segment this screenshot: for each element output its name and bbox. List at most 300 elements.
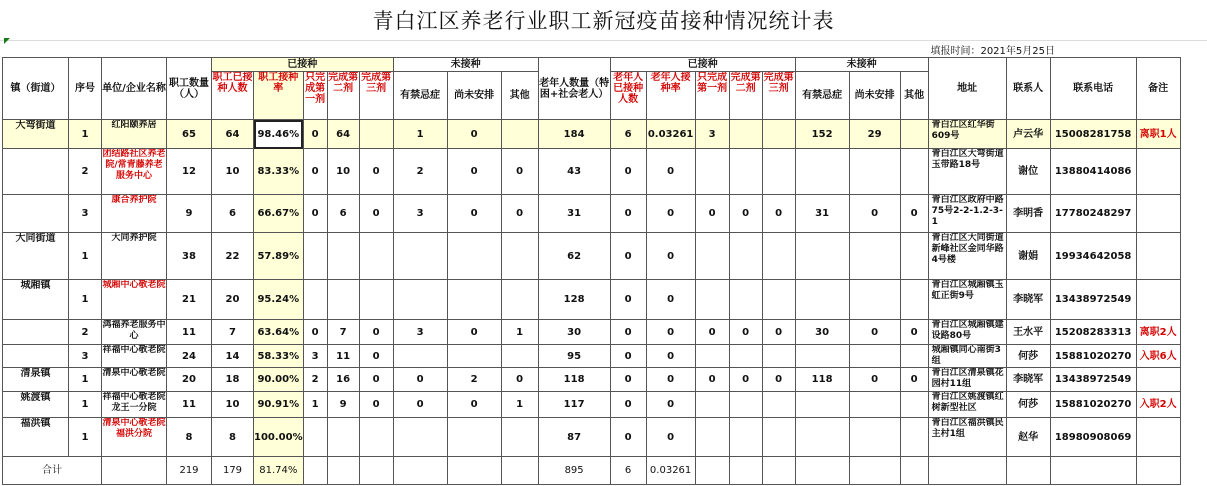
elder-rate-cell[interactable]: 0.03261 — [646, 120, 695, 149]
phone-cell[interactable]: 15208283313 — [1050, 320, 1136, 345]
elder-dose3-cell[interactable] — [762, 149, 795, 195]
elder-dose3-cell[interactable]: 0 — [762, 195, 795, 233]
elder-dose2-cell[interactable] — [729, 233, 762, 280]
dose1-cell[interactable] — [303, 418, 327, 457]
unit-cell[interactable]: 城厢中心敬老院 — [102, 280, 167, 320]
town-cell[interactable]: 福洪镇 — [3, 418, 69, 457]
staff-vaccinated-cell[interactable]: 6 — [212, 195, 254, 233]
address-cell[interactable]: 青白江区大同街道新峰社区金同华路4号楼 — [928, 233, 1006, 280]
elder-contraindication-cell[interactable] — [795, 149, 849, 195]
elder-contraindication-cell[interactable] — [795, 418, 849, 457]
elder-count-cell[interactable]: 31 — [538, 195, 610, 233]
staff-vaccinated-cell[interactable]: 64 — [212, 120, 254, 149]
elder-count-cell[interactable]: 95 — [538, 345, 610, 368]
unit-cell[interactable]: 祥福中心敬老院龙王一分院 — [102, 392, 167, 418]
header-elder-contraindication: 有禁忌症 — [795, 72, 849, 120]
other-cell[interactable] — [501, 280, 538, 320]
dose2-cell[interactable]: 64 — [327, 120, 359, 149]
elder-dose2-cell[interactable] — [729, 418, 762, 457]
contraindication-cell[interactable] — [393, 280, 447, 320]
elder-other-cell[interactable]: 0 — [900, 320, 928, 345]
other-cell[interactable] — [501, 418, 538, 457]
staff-count-cell[interactable]: 11 — [167, 392, 212, 418]
address-cell[interactable]: 青白江区清泉镇花园村11组 — [928, 368, 1006, 392]
town-cell[interactable]: 清泉镇 — [3, 368, 69, 392]
elder-rate-cell[interactable]: 0 — [646, 418, 695, 457]
elder-dose1-cell[interactable] — [695, 280, 729, 320]
unit-cell[interactable]: 祥福中心敬老院 — [102, 345, 167, 368]
unit-cell[interactable]: 康合养护院 — [102, 195, 167, 233]
other-cell[interactable] — [501, 233, 538, 280]
staff-rate-cell[interactable]: 66.67% — [254, 195, 304, 233]
table-row — [3, 392, 1181, 418]
elder-not-arranged-cell[interactable] — [849, 280, 900, 320]
dose1-cell[interactable]: 0 — [303, 195, 327, 233]
seq-cell[interactable]: 3 — [69, 345, 102, 368]
contact-cell[interactable]: 李晓军 — [1006, 280, 1050, 320]
remark-cell[interactable] — [1136, 280, 1180, 320]
not-arranged-cell[interactable]: 2 — [447, 368, 501, 392]
phone-cell[interactable]: 13880414086 — [1050, 149, 1136, 195]
header-elder-vaccinated: 老年人已接种人数 — [610, 72, 646, 120]
elder-count-cell[interactable]: 118 — [538, 368, 610, 392]
dose2-cell[interactable] — [327, 233, 359, 280]
not-arranged-cell[interactable]: 0 — [447, 320, 501, 345]
town-cell[interactable]: 大弯街道 — [3, 120, 69, 149]
elder-dose1-cell[interactable] — [695, 345, 729, 368]
elder-contraindication-cell[interactable] — [795, 345, 849, 368]
contraindication-cell[interactable]: 2 — [393, 149, 447, 195]
dose1-cell[interactable]: 0 — [303, 320, 327, 345]
elder-rate-cell[interactable]: 0 — [646, 345, 695, 368]
dose3-cell[interactable] — [359, 120, 393, 149]
header-elder-not-arranged: 尚未安排 — [849, 72, 900, 120]
seq-cell[interactable]: 1 — [69, 368, 102, 392]
staff-rate-cell[interactable]: 83.33% — [254, 149, 304, 195]
other-cell[interactable]: 0 — [501, 195, 538, 233]
phone-cell[interactable]: 15881020270 — [1050, 345, 1136, 368]
sheet-title: 青白江区养老行业职工新冠疫苗接种情况统计表 — [0, 0, 1207, 41]
elder-dose2-cell[interactable] — [729, 345, 762, 368]
elder-contraindication-cell[interactable] — [795, 233, 849, 280]
total-label[interactable]: 合计 — [3, 457, 102, 485]
seq-cell[interactable]: 1 — [69, 120, 102, 149]
phone-cell[interactable]: 18980908069 — [1050, 418, 1136, 457]
table-row — [3, 120, 1181, 149]
elder-other-cell[interactable]: 0 — [900, 195, 928, 233]
remark-cell[interactable]: 离职1人 — [1136, 120, 1180, 149]
contact-cell[interactable]: 卢云华 — [1006, 120, 1050, 149]
elder-dose2-cell[interactable] — [729, 280, 762, 320]
elder-vaccinated-cell[interactable]: 6 — [610, 120, 646, 149]
dose3-cell[interactable]: 0 — [359, 368, 393, 392]
not-arranged-cell[interactable]: 0 — [447, 120, 501, 149]
elder-contraindication-cell[interactable]: 118 — [795, 368, 849, 392]
total-staff-cell[interactable]: 219 — [167, 457, 212, 485]
total-empty-cell[interactable] — [359, 457, 393, 485]
elder-vaccinated-cell[interactable]: 0 — [610, 149, 646, 195]
elder-not-arranged-cell[interactable]: 29 — [849, 120, 900, 149]
staff-vaccinated-cell[interactable]: 20 — [212, 280, 254, 320]
staff-vaccinated-cell[interactable]: 8 — [212, 418, 254, 457]
elder-other-cell[interactable]: 0 — [900, 368, 928, 392]
address-cell[interactable]: 青白江区福洪镇民主村1组 — [928, 418, 1006, 457]
address-cell[interactable]: 城厢镇同心南街3组 — [928, 345, 1006, 368]
not-arranged-cell[interactable] — [447, 345, 501, 368]
elder-dose3-cell[interactable] — [762, 120, 795, 149]
staff-rate-cell[interactable]: 90.00% — [254, 368, 304, 392]
staff-count-cell[interactable]: 20 — [167, 368, 212, 392]
other-cell[interactable]: 1 — [501, 392, 538, 418]
elder-dose3-cell[interactable] — [762, 418, 795, 457]
dose3-cell[interactable]: 0 — [359, 195, 393, 233]
not-arranged-cell[interactable] — [447, 280, 501, 320]
address-cell[interactable]: 青白江区红华街609号 — [928, 120, 1006, 149]
table-row — [3, 280, 1181, 320]
total-rate-cell[interactable]: 81.74% — [254, 457, 304, 485]
contact-cell[interactable]: 李晓军 — [1006, 368, 1050, 392]
town-cell[interactable] — [3, 345, 69, 368]
dose2-cell[interactable]: 9 — [327, 392, 359, 418]
elder-count-cell[interactable]: 117 — [538, 392, 610, 418]
elder-dose1-cell[interactable] — [695, 149, 729, 195]
staff-vaccinated-cell[interactable]: 7 — [212, 320, 254, 345]
not-arranged-cell[interactable]: 0 — [447, 149, 501, 195]
contact-cell[interactable]: 谢娟 — [1006, 233, 1050, 280]
dose3-cell[interactable]: 0 — [359, 392, 393, 418]
elder-dose2-cell[interactable]: 0 — [729, 195, 762, 233]
elder-rate-cell[interactable]: 0 — [646, 149, 695, 195]
contraindication-cell[interactable]: 3 — [393, 195, 447, 233]
phone-cell[interactable]: 15008281758 — [1050, 120, 1136, 149]
phone-cell[interactable]: 17780248297 — [1050, 195, 1136, 233]
staff-count-cell[interactable]: 8 — [167, 418, 212, 457]
dose2-cell[interactable] — [327, 280, 359, 320]
staff-rate-cell[interactable]: 63.64% — [254, 320, 304, 345]
staff-vaccinated-cell[interactable]: 10 — [212, 392, 254, 418]
total-empty-cell[interactable] — [928, 457, 1006, 485]
elder-vaccinated-cell[interactable]: 0 — [610, 392, 646, 418]
elder-dose3-cell[interactable] — [762, 280, 795, 320]
remark-cell[interactable] — [1136, 368, 1180, 392]
elder-other-cell[interactable] — [900, 345, 928, 368]
contact-cell[interactable]: 何莎 — [1006, 345, 1050, 368]
elder-count-cell[interactable]: 30 — [538, 320, 610, 345]
seq-cell[interactable]: 3 — [69, 195, 102, 233]
address-cell[interactable]: 青白江区姚渡镇红树新型社区 — [928, 392, 1006, 418]
contact-cell[interactable]: 谢位 — [1006, 149, 1050, 195]
total-elder-cell[interactable]: 895 — [538, 457, 610, 485]
contact-cell[interactable]: 何莎 — [1006, 392, 1050, 418]
total-empty-cell[interactable] — [849, 457, 900, 485]
total-empty-cell[interactable] — [900, 457, 928, 485]
elder-rate-cell[interactable]: 0 — [646, 233, 695, 280]
elder-rate-cell[interactable]: 0 — [646, 320, 695, 345]
staff-rate-cell[interactable]: 90.91% — [254, 392, 304, 418]
dose2-cell[interactable]: 10 — [327, 149, 359, 195]
remark-cell[interactable] — [1136, 149, 1180, 195]
elder-not-arranged-cell[interactable] — [849, 149, 900, 195]
staff-vaccinated-cell[interactable]: 18 — [212, 368, 254, 392]
elder-vaccinated-cell[interactable]: 0 — [610, 345, 646, 368]
elder-dose3-cell[interactable] — [762, 233, 795, 280]
elder-dose3-cell[interactable] — [762, 392, 795, 418]
elder-count-cell[interactable]: 62 — [538, 233, 610, 280]
staff-count-cell[interactable]: 12 — [167, 149, 212, 195]
town-cell[interactable]: 大同街道 — [3, 233, 69, 280]
contraindication-cell[interactable]: 1 — [393, 120, 447, 149]
header-not-vaccinated-group: 未接种 — [393, 58, 538, 72]
elder-dose2-cell[interactable] — [729, 392, 762, 418]
address-cell[interactable]: 青白江区政府中路75号2-2-1.2-3-1 — [928, 195, 1006, 233]
total-empty-cell[interactable] — [795, 457, 849, 485]
elder-contraindication-cell[interactable]: 31 — [795, 195, 849, 233]
elder-dose3-cell[interactable]: 0 — [762, 320, 795, 345]
contraindication-cell[interactable]: 0 — [393, 392, 447, 418]
elder-not-arranged-cell[interactable] — [849, 345, 900, 368]
elder-not-arranged-cell[interactable] — [849, 392, 900, 418]
dose3-cell[interactable]: 0 — [359, 149, 393, 195]
not-arranged-cell[interactable] — [447, 233, 501, 280]
dose1-cell[interactable]: 2 — [303, 368, 327, 392]
elder-not-arranged-cell[interactable] — [849, 233, 900, 280]
not-arranged-cell[interactable]: 0 — [447, 195, 501, 233]
town-cell[interactable] — [3, 320, 69, 345]
elder-vaccinated-cell[interactable]: 0 — [610, 418, 646, 457]
staff-count-cell[interactable]: 24 — [167, 345, 212, 368]
seq-cell[interactable]: 1 — [69, 418, 102, 457]
elder-count-cell[interactable]: 43 — [538, 149, 610, 195]
table-row — [3, 368, 1181, 392]
other-cell[interactable]: 1 — [501, 320, 538, 345]
elder-dose3-cell[interactable]: 0 — [762, 368, 795, 392]
staff-vaccinated-cell[interactable]: 14 — [212, 345, 254, 368]
dose2-cell[interactable]: 7 — [327, 320, 359, 345]
contact-cell[interactable]: 王水平 — [1006, 320, 1050, 345]
header-elder-not-vaccinated-group: 未接种 — [795, 58, 928, 72]
dose1-cell[interactable]: 0 — [303, 149, 327, 195]
dose1-cell[interactable]: 0 — [303, 120, 327, 149]
seq-cell[interactable]: 1 — [69, 280, 102, 320]
elder-contraindication-cell[interactable]: 30 — [795, 320, 849, 345]
not-arranged-cell[interactable]: 0 — [447, 392, 501, 418]
not-arranged-cell[interactable] — [447, 418, 501, 457]
dose1-cell[interactable] — [303, 280, 327, 320]
staff-vaccinated-cell[interactable]: 22 — [212, 233, 254, 280]
remark-cell[interactable]: 离职2人 — [1136, 320, 1180, 345]
address-cell[interactable]: 青白江区城厢镇玉虹正街9号 — [928, 280, 1006, 320]
elder-vaccinated-cell[interactable]: 0 — [610, 320, 646, 345]
unit-cell[interactable]: 大同养护院 — [102, 233, 167, 280]
total-empty-cell[interactable] — [762, 457, 795, 485]
total-empty-cell[interactable] — [102, 457, 167, 485]
staff-rate-cell[interactable]: 95.24% — [254, 280, 304, 320]
total-empty-cell[interactable] — [501, 457, 538, 485]
elder-dose3-cell[interactable] — [762, 345, 795, 368]
dose1-cell[interactable]: 1 — [303, 392, 327, 418]
phone-cell[interactable]: 13438972549 — [1050, 368, 1136, 392]
contact-cell[interactable]: 赵华 — [1006, 418, 1050, 457]
staff-count-cell[interactable]: 9 — [167, 195, 212, 233]
elder-not-arranged-cell[interactable]: 0 — [849, 320, 900, 345]
dose2-cell[interactable]: 16 — [327, 368, 359, 392]
table-row — [3, 418, 1181, 457]
other-cell[interactable] — [501, 345, 538, 368]
elder-other-cell[interactable] — [900, 280, 928, 320]
elder-not-arranged-cell[interactable]: 0 — [849, 368, 900, 392]
elder-dose1-cell[interactable] — [695, 418, 729, 457]
dose2-cell[interactable]: 6 — [327, 195, 359, 233]
remark-cell[interactable] — [1136, 195, 1180, 233]
contraindication-cell[interactable] — [393, 345, 447, 368]
total-erate-cell[interactable]: 0.03261 — [646, 457, 695, 485]
unit-cell[interactable]: 团结路社区养老院/常青藤养老服务中心 — [102, 149, 167, 195]
header-dose1: 只完成第一剂 — [303, 72, 327, 120]
elder-dose1-cell[interactable]: 0 — [695, 368, 729, 392]
total-sv-cell[interactable]: 179 — [212, 457, 254, 485]
header-elder-other: 其他 — [900, 72, 928, 120]
other-cell[interactable] — [501, 120, 538, 149]
total-empty-cell[interactable] — [729, 457, 762, 485]
unit-cell[interactable]: 清泉中心敬老院 — [102, 368, 167, 392]
dose2-cell[interactable] — [327, 418, 359, 457]
town-cell[interactable]: 城厢镇 — [3, 280, 69, 320]
total-empty-cell[interactable] — [327, 457, 359, 485]
total-ev-cell[interactable]: 6 — [610, 457, 646, 485]
address-cell[interactable]: 青白江区大弯街道玉带路18号 — [928, 149, 1006, 195]
phone-cell[interactable]: 15881020270 — [1050, 392, 1136, 418]
elder-not-arranged-cell[interactable]: 0 — [849, 195, 900, 233]
dose3-cell[interactable] — [359, 280, 393, 320]
elder-dose2-cell[interactable] — [729, 120, 762, 149]
contraindication-cell[interactable]: 0 — [393, 368, 447, 392]
staff-count-cell[interactable]: 11 — [167, 320, 212, 345]
elder-vaccinated-cell[interactable]: 0 — [610, 233, 646, 280]
header-other: 其他 — [501, 72, 538, 120]
dose3-cell[interactable] — [359, 418, 393, 457]
staff-rate-cell[interactable]: 57.89% — [254, 233, 304, 280]
remark-cell[interactable]: 入职2人 — [1136, 392, 1180, 418]
header-elder-rate: 老年人接种率 — [646, 72, 695, 120]
remark-cell[interactable]: 入职6人 — [1136, 345, 1180, 368]
staff-count-cell[interactable]: 21 — [167, 280, 212, 320]
header-elder-dose1: 只完成第一剂 — [695, 72, 729, 120]
seq-cell[interactable]: 1 — [69, 233, 102, 280]
dose3-cell[interactable]: 0 — [359, 345, 393, 368]
table-row — [3, 320, 1181, 345]
elder-other-cell[interactable] — [900, 149, 928, 195]
town-cell[interactable] — [3, 149, 69, 195]
elder-vaccinated-cell[interactable]: 0 — [610, 280, 646, 320]
elder-vaccinated-cell[interactable]: 0 — [610, 368, 646, 392]
elder-vaccinated-cell[interactable]: 0 — [610, 195, 646, 233]
remark-cell[interactable] — [1136, 233, 1180, 280]
contraindication-cell[interactable] — [393, 418, 447, 457]
staff-rate-cell[interactable]: 58.33% — [254, 345, 304, 368]
dose1-cell[interactable] — [303, 233, 327, 280]
elder-dose1-cell[interactable]: 3 — [695, 120, 729, 149]
town-cell[interactable] — [3, 195, 69, 233]
header-dose3: 完成第三剂 — [359, 72, 393, 120]
staff-rate-cell[interactable]: 98.46% — [254, 120, 304, 149]
total-empty-cell[interactable] — [1050, 457, 1136, 485]
elder-count-cell[interactable]: 128 — [538, 280, 610, 320]
elder-other-cell[interactable] — [900, 392, 928, 418]
elder-dose1-cell[interactable] — [695, 392, 729, 418]
header-staff-count: 职工数量（人） — [167, 58, 212, 120]
elder-contraindication-cell[interactable] — [795, 392, 849, 418]
staff-count-cell[interactable]: 65 — [167, 120, 212, 149]
town-cell[interactable]: 姚渡镇 — [3, 392, 69, 418]
total-empty-cell[interactable] — [1136, 457, 1180, 485]
header-remark: 备注 — [1136, 58, 1180, 120]
elder-dose1-cell[interactable]: 0 — [695, 195, 729, 233]
unit-cell[interactable]: 清泉中心敬老院福洪分院 — [102, 418, 167, 457]
header-dose2: 完成第二剂 — [327, 72, 359, 120]
elder-rate-cell[interactable]: 0 — [646, 195, 695, 233]
elder-contraindication-cell[interactable] — [795, 280, 849, 320]
elder-not-arranged-cell[interactable] — [849, 418, 900, 457]
contraindication-cell[interactable]: 3 — [393, 320, 447, 345]
total-empty-cell[interactable] — [1006, 457, 1050, 485]
staff-rate-cell[interactable]: 100.00% — [254, 418, 304, 457]
elder-dose2-cell[interactable] — [729, 149, 762, 195]
elder-dose2-cell[interactable]: 0 — [729, 320, 762, 345]
dose2-cell[interactable]: 11 — [327, 345, 359, 368]
unit-cell[interactable]: 红阳颐养居 — [102, 120, 167, 149]
elder-contraindication-cell[interactable]: 152 — [795, 120, 849, 149]
address-cell[interactable]: 青白江区城厢镇建设路80号 — [928, 320, 1006, 345]
elder-count-cell[interactable]: 184 — [538, 120, 610, 149]
elder-rate-cell[interactable]: 0 — [646, 280, 695, 320]
elder-dose1-cell[interactable] — [695, 233, 729, 280]
total-empty-cell[interactable] — [695, 457, 729, 485]
fill-time: 填报时间：2021年5月25日 — [930, 46, 1055, 57]
seq-cell[interactable]: 2 — [69, 149, 102, 195]
dose3-cell[interactable]: 0 — [359, 320, 393, 345]
total-empty-cell[interactable] — [303, 457, 327, 485]
elder-dose1-cell[interactable]: 0 — [695, 320, 729, 345]
total-empty-cell[interactable] — [447, 457, 501, 485]
header-elder-count: 老年人数量（特困+社会老人） — [538, 58, 610, 120]
elder-dose2-cell[interactable]: 0 — [729, 368, 762, 392]
phone-cell[interactable]: 19934642058 — [1050, 233, 1136, 280]
other-cell[interactable]: 0 — [501, 368, 538, 392]
unit-cell[interactable]: 鸿福养老服务中心 — [102, 320, 167, 345]
dose3-cell[interactable] — [359, 233, 393, 280]
elder-other-cell[interactable] — [900, 418, 928, 457]
table-row — [3, 233, 1181, 280]
staff-count-cell[interactable]: 38 — [167, 233, 212, 280]
elder-rate-cell[interactable]: 0 — [646, 392, 695, 418]
contraindication-cell[interactable] — [393, 233, 447, 280]
seq-cell[interactable]: 1 — [69, 392, 102, 418]
dose1-cell[interactable]: 3 — [303, 345, 327, 368]
elder-count-cell[interactable]: 87 — [538, 418, 610, 457]
total-empty-cell[interactable] — [393, 457, 447, 485]
seq-cell[interactable]: 2 — [69, 320, 102, 345]
contact-cell[interactable]: 李明香 — [1006, 195, 1050, 233]
header-town: 镇（街道） — [3, 58, 69, 120]
other-cell[interactable]: 0 — [501, 149, 538, 195]
header-vaccinated-group: 已接种 — [212, 58, 394, 72]
elder-other-cell[interactable] — [900, 233, 928, 280]
elder-other-cell[interactable] — [900, 120, 928, 149]
elder-rate-cell[interactable]: 0 — [646, 368, 695, 392]
remark-cell[interactable] — [1136, 418, 1180, 457]
staff-vaccinated-cell[interactable]: 10 — [212, 149, 254, 195]
phone-cell[interactable]: 13438972549 — [1050, 280, 1136, 320]
